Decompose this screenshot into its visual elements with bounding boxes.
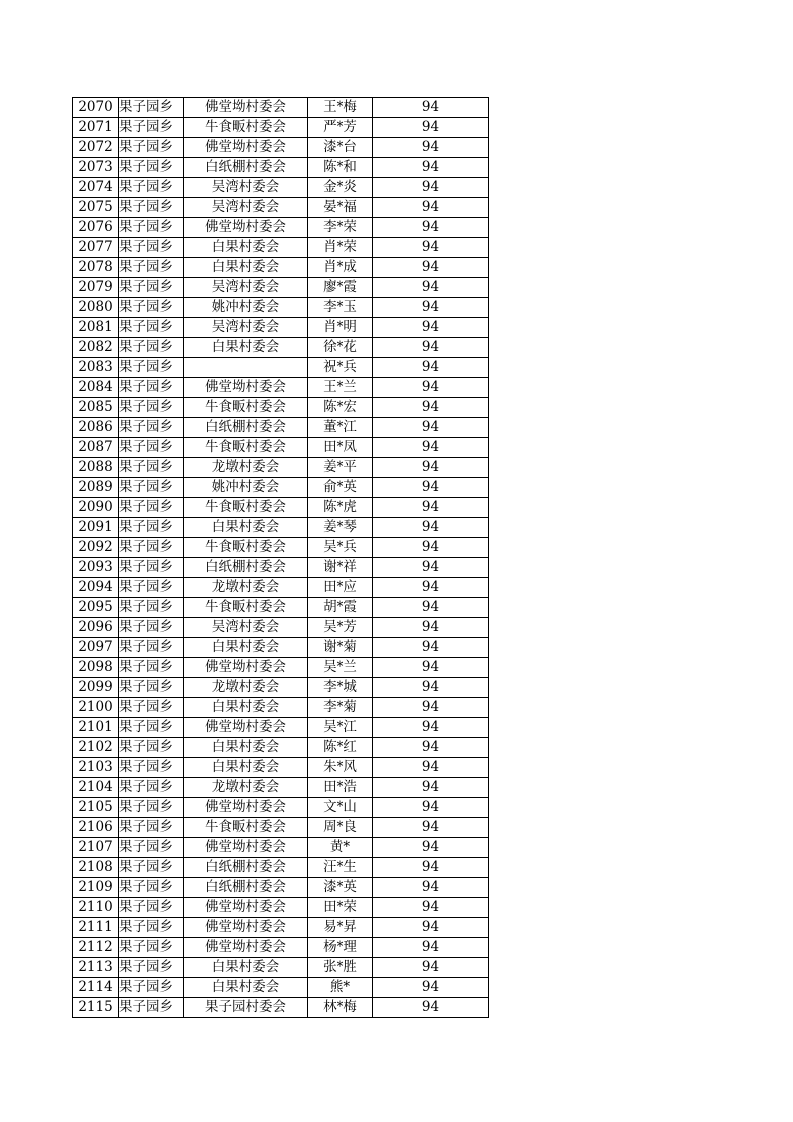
- cell-village-committee: 白果村委会: [184, 238, 308, 258]
- cell-person-name: 陈*和: [308, 158, 373, 178]
- cell-serial-number: 2098: [73, 658, 119, 678]
- table-row: [73, 418, 489, 438]
- cell-serial-number: 2087: [73, 438, 119, 458]
- cell-score: 94: [373, 418, 489, 438]
- cell-township: 果子园乡: [119, 198, 184, 218]
- cell-serial-number: 2070: [73, 98, 119, 118]
- table-row: [73, 858, 489, 878]
- cell-township: 果子园乡: [119, 898, 184, 918]
- cell-village-committee: 佛堂坳村委会: [184, 218, 308, 238]
- table-row: [73, 958, 489, 978]
- cell-serial-number: 2115: [73, 998, 119, 1018]
- cell-person-name: 田*应: [308, 578, 373, 598]
- cell-person-name: 肖*成: [308, 258, 373, 278]
- cell-serial-number: 2103: [73, 758, 119, 778]
- table-row: [73, 278, 489, 298]
- cell-person-name: 熊*: [308, 978, 373, 998]
- cell-township: 果子园乡: [119, 118, 184, 138]
- cell-person-name: 李*城: [308, 678, 373, 698]
- cell-township: 果子园乡: [119, 638, 184, 658]
- table-row: [73, 818, 489, 838]
- cell-person-name: 周*良: [308, 818, 373, 838]
- cell-person-name: 杨*理: [308, 938, 373, 958]
- cell-score: 94: [373, 598, 489, 618]
- cell-person-name: 田*浩: [308, 778, 373, 798]
- table-row: [73, 558, 489, 578]
- cell-score: 94: [373, 738, 489, 758]
- cell-village-committee: 牛食畈村委会: [184, 818, 308, 838]
- cell-score: 94: [373, 338, 489, 358]
- cell-village-committee: 佛堂坳村委会: [184, 898, 308, 918]
- cell-score: 94: [373, 878, 489, 898]
- table-row: [73, 598, 489, 618]
- cell-village-committee: 牛食畈村委会: [184, 538, 308, 558]
- cell-person-name: 陈*宏: [308, 398, 373, 418]
- cell-score: 94: [373, 158, 489, 178]
- cell-township: 果子园乡: [119, 818, 184, 838]
- cell-serial-number: 2072: [73, 138, 119, 158]
- cell-person-name: 姜*平: [308, 458, 373, 478]
- cell-township: 果子园乡: [119, 278, 184, 298]
- cell-township: 果子园乡: [119, 238, 184, 258]
- table-row: [73, 658, 489, 678]
- cell-township: 果子园乡: [119, 598, 184, 618]
- cell-serial-number: 2102: [73, 738, 119, 758]
- cell-person-name: 胡*霞: [308, 598, 373, 618]
- cell-village-committee: 白果村委会: [184, 518, 308, 538]
- cell-township: 果子园乡: [119, 498, 184, 518]
- cell-score: 94: [373, 838, 489, 858]
- cell-serial-number: 2091: [73, 518, 119, 538]
- table-row: [73, 478, 489, 498]
- table-row: [73, 898, 489, 918]
- cell-serial-number: 2112: [73, 938, 119, 958]
- cell-score: 94: [373, 118, 489, 138]
- cell-township: 果子园乡: [119, 918, 184, 938]
- cell-score: 94: [373, 498, 489, 518]
- cell-serial-number: 2078: [73, 258, 119, 278]
- cell-person-name: 吴*兰: [308, 658, 373, 678]
- table-row: [73, 218, 489, 238]
- cell-person-name: 吴*江: [308, 718, 373, 738]
- cell-village-committee: 白果村委会: [184, 698, 308, 718]
- table-row: [73, 578, 489, 598]
- cell-township: 果子园乡: [119, 478, 184, 498]
- cell-township: 果子园乡: [119, 538, 184, 558]
- cell-serial-number: 2110: [73, 898, 119, 918]
- cell-township: 果子园乡: [119, 618, 184, 638]
- table-row: [73, 438, 489, 458]
- cell-person-name: 陈*红: [308, 738, 373, 758]
- cell-serial-number: 2106: [73, 818, 119, 838]
- cell-score: 94: [373, 558, 489, 578]
- cell-score: 94: [373, 358, 489, 378]
- cell-village-committee: 佛堂坳村委会: [184, 658, 308, 678]
- cell-score: 94: [373, 458, 489, 478]
- cell-serial-number: 2092: [73, 538, 119, 558]
- cell-serial-number: 2071: [73, 118, 119, 138]
- cell-person-name: 董*江: [308, 418, 373, 438]
- cell-person-name: 陈*虎: [308, 498, 373, 518]
- cell-score: 94: [373, 218, 489, 238]
- cell-person-name: 徐*花: [308, 338, 373, 358]
- cell-township: 果子园乡: [119, 978, 184, 998]
- cell-score: 94: [373, 658, 489, 678]
- cell-person-name: 俞*英: [308, 478, 373, 498]
- cell-score: 94: [373, 278, 489, 298]
- cell-score: 94: [373, 998, 489, 1018]
- cell-serial-number: 2093: [73, 558, 119, 578]
- cell-serial-number: 2100: [73, 698, 119, 718]
- cell-township: 果子园乡: [119, 458, 184, 478]
- cell-serial-number: 2094: [73, 578, 119, 598]
- cell-serial-number: 2081: [73, 318, 119, 338]
- cell-serial-number: 2099: [73, 678, 119, 698]
- cell-township: 果子园乡: [119, 578, 184, 598]
- cell-serial-number: 2111: [73, 918, 119, 938]
- table-row: [73, 538, 489, 558]
- cell-township: 果子园乡: [119, 218, 184, 238]
- cell-township: 果子园乡: [119, 418, 184, 438]
- cell-serial-number: 2073: [73, 158, 119, 178]
- cell-village-committee: 白果村委会: [184, 738, 308, 758]
- table-row: [73, 258, 489, 278]
- cell-person-name: 谢*祥: [308, 558, 373, 578]
- cell-serial-number: 2079: [73, 278, 119, 298]
- cell-serial-number: 2108: [73, 858, 119, 878]
- cell-village-committee: 佛堂坳村委会: [184, 938, 308, 958]
- cell-township: 果子园乡: [119, 938, 184, 958]
- cell-score: 94: [373, 438, 489, 458]
- cell-person-name: 晏*福: [308, 198, 373, 218]
- table-row: [73, 638, 489, 658]
- cell-score: 94: [373, 618, 489, 638]
- table-row: [73, 698, 489, 718]
- table-row: [73, 518, 489, 538]
- cell-score: 94: [373, 938, 489, 958]
- cell-serial-number: 2082: [73, 338, 119, 358]
- cell-score: 94: [373, 178, 489, 198]
- table-row: [73, 798, 489, 818]
- cell-serial-number: 2075: [73, 198, 119, 218]
- cell-village-committee: 吴湾村委会: [184, 278, 308, 298]
- cell-score: 94: [373, 958, 489, 978]
- cell-village-committee: 龙墩村委会: [184, 458, 308, 478]
- cell-township: 果子园乡: [119, 358, 184, 378]
- cell-person-name: 张*胜: [308, 958, 373, 978]
- cell-person-name: 祝*兵: [308, 358, 373, 378]
- cell-village-committee: 佛堂坳村委会: [184, 838, 308, 858]
- cell-serial-number: 2085: [73, 398, 119, 418]
- cell-score: 94: [373, 398, 489, 418]
- cell-village-committee: 佛堂坳村委会: [184, 918, 308, 938]
- table-row: [73, 678, 489, 698]
- table-row: [73, 358, 489, 378]
- cell-township: 果子园乡: [119, 318, 184, 338]
- cell-township: 果子园乡: [119, 798, 184, 818]
- cell-township: 果子园乡: [119, 518, 184, 538]
- cell-serial-number: 2084: [73, 378, 119, 398]
- cell-person-name: 肖*明: [308, 318, 373, 338]
- roster-table: [72, 97, 489, 1018]
- cell-serial-number: 2105: [73, 798, 119, 818]
- cell-serial-number: 2080: [73, 298, 119, 318]
- cell-village-committee: 白果村委会: [184, 958, 308, 978]
- cell-score: 94: [373, 758, 489, 778]
- cell-village-committee: 吴湾村委会: [184, 318, 308, 338]
- cell-township: 果子园乡: [119, 178, 184, 198]
- table-row: [73, 458, 489, 478]
- cell-village-committee: 佛堂坳村委会: [184, 378, 308, 398]
- cell-person-name: 漆*英: [308, 878, 373, 898]
- table-row: [73, 758, 489, 778]
- table-row: [73, 118, 489, 138]
- table-row: [73, 838, 489, 858]
- cell-village-committee: 白纸棚村委会: [184, 858, 308, 878]
- cell-serial-number: 2097: [73, 638, 119, 658]
- cell-score: 94: [373, 678, 489, 698]
- cell-township: 果子园乡: [119, 858, 184, 878]
- cell-score: 94: [373, 638, 489, 658]
- cell-person-name: 肖*荣: [308, 238, 373, 258]
- cell-serial-number: 2113: [73, 958, 119, 978]
- cell-township: 果子园乡: [119, 758, 184, 778]
- cell-serial-number: 2083: [73, 358, 119, 378]
- cell-village-committee: 白果村委会: [184, 978, 308, 998]
- cell-village-committee: 白果村委会: [184, 758, 308, 778]
- table-row: [73, 778, 489, 798]
- table-row: [73, 378, 489, 398]
- table-row: [73, 618, 489, 638]
- cell-village-committee: 吴湾村委会: [184, 618, 308, 638]
- cell-township: 果子园乡: [119, 158, 184, 178]
- cell-village-committee: 白纸棚村委会: [184, 158, 308, 178]
- table-row: [73, 498, 489, 518]
- cell-score: 94: [373, 298, 489, 318]
- table-row: [73, 878, 489, 898]
- cell-village-committee: 佛堂坳村委会: [184, 98, 308, 118]
- cell-township: 果子园乡: [119, 298, 184, 318]
- cell-score: 94: [373, 258, 489, 278]
- cell-serial-number: 2107: [73, 838, 119, 858]
- cell-score: 94: [373, 918, 489, 938]
- cell-village-committee: 牛食畈村委会: [184, 118, 308, 138]
- cell-score: 94: [373, 478, 489, 498]
- cell-village-committee: 白果村委会: [184, 638, 308, 658]
- table-row: [73, 158, 489, 178]
- table-row: [73, 718, 489, 738]
- cell-serial-number: 2086: [73, 418, 119, 438]
- table-row: [73, 178, 489, 198]
- cell-township: 果子园乡: [119, 138, 184, 158]
- cell-village-committee: 龙墩村委会: [184, 678, 308, 698]
- cell-person-name: 严*芳: [308, 118, 373, 138]
- cell-person-name: 王*兰: [308, 378, 373, 398]
- table-row: [73, 738, 489, 758]
- cell-village-committee: 牛食畈村委会: [184, 498, 308, 518]
- cell-village-committee: 白果村委会: [184, 338, 308, 358]
- cell-score: 94: [373, 318, 489, 338]
- cell-person-name: 谢*菊: [308, 638, 373, 658]
- cell-score: 94: [373, 718, 489, 738]
- cell-township: 果子园乡: [119, 258, 184, 278]
- cell-score: 94: [373, 578, 489, 598]
- cell-score: 94: [373, 518, 489, 538]
- cell-person-name: 李*菊: [308, 698, 373, 718]
- cell-township: 果子园乡: [119, 958, 184, 978]
- cell-score: 94: [373, 798, 489, 818]
- cell-village-committee: 姚冲村委会: [184, 478, 308, 498]
- table-row: [73, 938, 489, 958]
- cell-score: 94: [373, 378, 489, 398]
- table-row: [73, 338, 489, 358]
- cell-person-name: 吴*兵: [308, 538, 373, 558]
- cell-township: 果子园乡: [119, 778, 184, 798]
- cell-township: 果子园乡: [119, 658, 184, 678]
- cell-score: 94: [373, 238, 489, 258]
- cell-village-committee: 白纸棚村委会: [184, 878, 308, 898]
- cell-serial-number: 2077: [73, 238, 119, 258]
- cell-township: 果子园乡: [119, 678, 184, 698]
- cell-village-committee: 佛堂坳村委会: [184, 718, 308, 738]
- cell-village-committee: [184, 358, 308, 378]
- cell-village-committee: 吴湾村委会: [184, 198, 308, 218]
- cell-person-name: 吴*芳: [308, 618, 373, 638]
- cell-serial-number: 2095: [73, 598, 119, 618]
- table-row: [73, 978, 489, 998]
- table-row: [73, 318, 489, 338]
- table-row: [73, 998, 489, 1018]
- cell-serial-number: 2088: [73, 458, 119, 478]
- cell-score: 94: [373, 818, 489, 838]
- cell-serial-number: 2109: [73, 878, 119, 898]
- cell-village-committee: 龙墩村委会: [184, 778, 308, 798]
- cell-serial-number: 2101: [73, 718, 119, 738]
- cell-person-name: 姜*琴: [308, 518, 373, 538]
- cell-score: 94: [373, 98, 489, 118]
- cell-person-name: 王*梅: [308, 98, 373, 118]
- cell-person-name: 黄*: [308, 838, 373, 858]
- cell-township: 果子园乡: [119, 838, 184, 858]
- cell-township: 果子园乡: [119, 438, 184, 458]
- cell-township: 果子园乡: [119, 698, 184, 718]
- cell-village-committee: 佛堂坳村委会: [184, 798, 308, 818]
- table-row: [73, 98, 489, 118]
- cell-village-committee: 佛堂坳村委会: [184, 138, 308, 158]
- table-row: [73, 298, 489, 318]
- cell-person-name: 易*昇: [308, 918, 373, 938]
- cell-person-name: 李*荣: [308, 218, 373, 238]
- cell-township: 果子园乡: [119, 738, 184, 758]
- cell-score: 94: [373, 698, 489, 718]
- cell-village-committee: 白纸棚村委会: [184, 418, 308, 438]
- cell-serial-number: 2114: [73, 978, 119, 998]
- cell-village-committee: 牛食畈村委会: [184, 398, 308, 418]
- cell-serial-number: 2074: [73, 178, 119, 198]
- cell-person-name: 文*山: [308, 798, 373, 818]
- cell-score: 94: [373, 978, 489, 998]
- cell-serial-number: 2090: [73, 498, 119, 518]
- cell-score: 94: [373, 778, 489, 798]
- cell-township: 果子园乡: [119, 878, 184, 898]
- cell-village-committee: 龙墩村委会: [184, 578, 308, 598]
- cell-person-name: 漆*台: [308, 138, 373, 158]
- cell-person-name: 朱*风: [308, 758, 373, 778]
- cell-serial-number: 2076: [73, 218, 119, 238]
- cell-serial-number: 2104: [73, 778, 119, 798]
- cell-village-committee: 果子园村委会: [184, 998, 308, 1018]
- cell-township: 果子园乡: [119, 98, 184, 118]
- cell-person-name: 田*凤: [308, 438, 373, 458]
- cell-village-committee: 白纸棚村委会: [184, 558, 308, 578]
- cell-score: 94: [373, 538, 489, 558]
- cell-person-name: 田*荣: [308, 898, 373, 918]
- cell-township: 果子园乡: [119, 398, 184, 418]
- cell-person-name: 李*玉: [308, 298, 373, 318]
- cell-township: 果子园乡: [119, 558, 184, 578]
- cell-score: 94: [373, 858, 489, 878]
- cell-serial-number: 2096: [73, 618, 119, 638]
- cell-score: 94: [373, 198, 489, 218]
- cell-person-name: 汪*生: [308, 858, 373, 878]
- cell-serial-number: 2089: [73, 478, 119, 498]
- cell-score: 94: [373, 138, 489, 158]
- cell-township: 果子园乡: [119, 718, 184, 738]
- cell-village-committee: 白果村委会: [184, 258, 308, 278]
- cell-score: 94: [373, 898, 489, 918]
- cell-village-committee: 牛食畈村委会: [184, 598, 308, 618]
- cell-person-name: 金*炎: [308, 178, 373, 198]
- cell-village-committee: 姚冲村委会: [184, 298, 308, 318]
- table-row: [73, 238, 489, 258]
- cell-person-name: 林*梅: [308, 998, 373, 1018]
- cell-township: 果子园乡: [119, 378, 184, 398]
- roster-table-body: [73, 98, 489, 1018]
- table-row: [73, 198, 489, 218]
- cell-person-name: 廖*霞: [308, 278, 373, 298]
- table-row: [73, 918, 489, 938]
- cell-township: 果子园乡: [119, 998, 184, 1018]
- cell-village-committee: 吴湾村委会: [184, 178, 308, 198]
- cell-village-committee: 牛食畈村委会: [184, 438, 308, 458]
- table-row: [73, 398, 489, 418]
- cell-township: 果子园乡: [119, 338, 184, 358]
- table-row: [73, 138, 489, 158]
